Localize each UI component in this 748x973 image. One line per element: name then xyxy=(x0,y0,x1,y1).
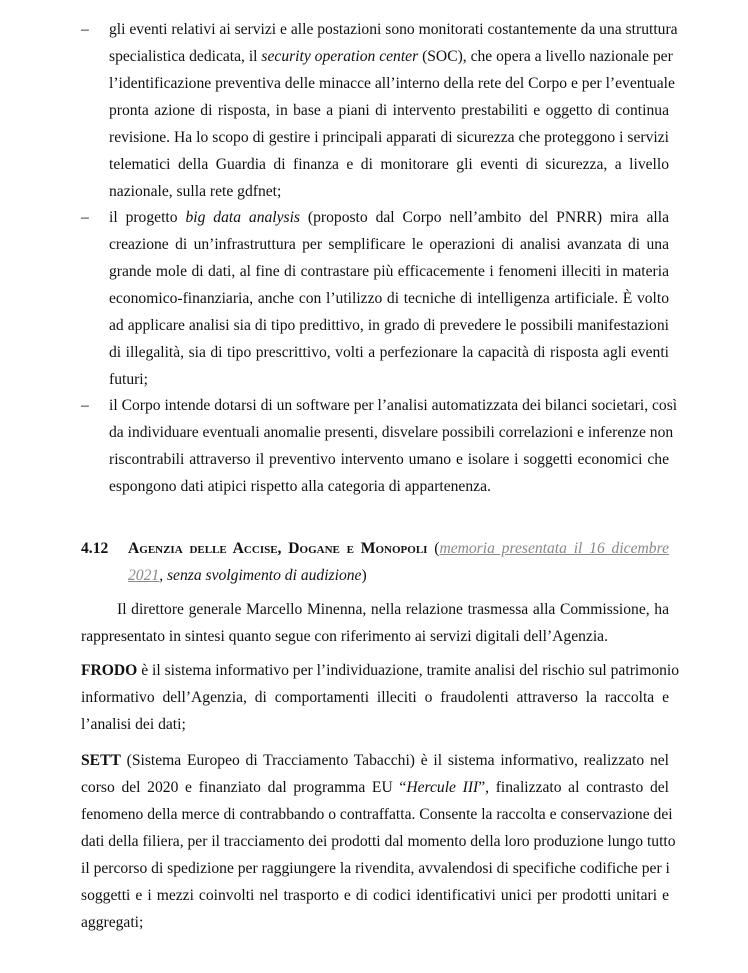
memoria-link[interactable]: 2021 xyxy=(128,567,160,584)
text-line: nazionale, sulla rete gdfnet; xyxy=(109,183,282,200)
section-title-line: 2021, senza svolgimento di audizione) xyxy=(128,567,367,584)
text-line: il progetto big data analysis (proposto dal Corpo nell’ambito del PNRR) mira alla xyxy=(109,209,669,226)
section-title: Agenzia delle Accise, Dogane e Monopoli xyxy=(128,540,428,557)
text-line: telematici della Guardia di finanza e di monitorare gli eventi di sicurezza, a livello xyxy=(109,156,669,173)
bullet-dash: – xyxy=(81,21,89,38)
italic-run: Hercule III xyxy=(406,779,479,796)
text-line: corso del 2020 e finanziato dal programma EU “Hercule III”, finalizzato al contrasto del xyxy=(81,779,669,796)
section-title-line: Agenzia delle Accise, Dogane e Monopoli (memoria presentata il 16 dicembre xyxy=(128,540,669,557)
text-line: dati della filiera, per il tracciamento dei prodotti dal momento della loro produzione lungo tutto xyxy=(81,833,676,850)
italic-run: , senza svolgimento di audizione xyxy=(159,567,362,584)
bullet-dash: – xyxy=(81,397,89,414)
text-line: revisione. Ha lo scopo di gestire i principali apparati di sicurezza che proteggono i servizi xyxy=(109,129,669,146)
text-line: creazione di un’infrastruttura per semplificare le operazioni di analisi avanzata di una xyxy=(109,236,669,253)
text-line: espongono dati atipici rispetto alla categoria di appartenenza. xyxy=(109,478,491,495)
italic-run: security operation center xyxy=(261,48,419,65)
memoria-link[interactable]: memoria presentata il 16 dicembre xyxy=(439,540,669,557)
text-line: di illegalità, sia di tipo prescrittivo, volti a perfezionare la capacità di risposta agli eventi xyxy=(109,344,669,361)
italic-run: big data analysis xyxy=(185,209,301,226)
text-line: specialistica dedicata, il security operation center (SOC), che opera a livello nazionale per xyxy=(109,48,673,65)
text-line: aggregati; xyxy=(81,914,144,931)
text-line: l’identificazione preventiva delle minacce all’interno della rete del Corpo e per l’eventuale xyxy=(109,75,675,92)
bold-term: SETT xyxy=(81,752,121,769)
bullet-dash: – xyxy=(81,209,89,226)
text-line: soggetti e i mezzi coinvolti nel trasporto e di codici identificativi unici per prodotti unitari e xyxy=(81,887,669,904)
text-line: informativo dell’Agenzia, di comportamenti illeciti o fraudolenti attraverso la raccolta e xyxy=(81,689,669,706)
section-number: 4.12 xyxy=(81,540,109,557)
text-line: rappresentato in sintesi quanto segue con riferimento ai servizi digitali dell’Agenzia. xyxy=(81,628,608,645)
text-line: gli eventi relativi ai servizi e alle postazioni sono monitorati costantemente da una struttura xyxy=(109,21,678,38)
text-line: fenomeno della merce di contrabbando o contraffatta. Consente la raccolta e conservazione dei xyxy=(81,806,673,823)
text-line: FRODO è il sistema informativo per l’individuazione, tramite analisi del rischio sul patrimonio xyxy=(81,662,680,679)
text-line: Il direttore generale Marcello Minenna, nella relazione trasmessa alla Commissione, ha xyxy=(117,601,669,618)
text-line: SETT (Sistema Europeo di Tracciamento Tabacchi) è il sistema informativo, realizzato nel xyxy=(81,752,669,769)
text-line: grande mole di dati, al fine di contrastare più efficacemente i fenomeni illeciti in materia xyxy=(109,263,669,280)
text-line: economico-finanziaria, anche con l’utilizzo di tecniche di intelligenza artificiale. È volto xyxy=(109,290,669,307)
text-line: il Corpo intende dotarsi di un software per l’analisi automatizzata dei bilanci societari, così xyxy=(109,397,678,414)
text-line: il percorso di spedizione per raggiungere la rivendita, avvalendosi di specifiche codifiche per i xyxy=(81,860,670,877)
bold-term: FRODO xyxy=(81,662,138,679)
text-line: pronta azione di risposta, in base a piani di intervento prestabiliti e oggetto di continua xyxy=(109,102,669,119)
text-line: futuri; xyxy=(109,371,148,388)
text-line: riscontrabili attraverso il preventivo intervento umano e isolare i soggetti economici che xyxy=(109,451,669,468)
text-line: da individuare eventuali anomalie presenti, disvelare possibili correlazioni e inferenze non xyxy=(109,424,674,441)
text-line: ad applicare analisi sia di tipo predittivo, in grado di prevedere le possibili manifestazioni xyxy=(109,317,669,334)
text-line: l’analisi dei dati; xyxy=(81,716,186,733)
